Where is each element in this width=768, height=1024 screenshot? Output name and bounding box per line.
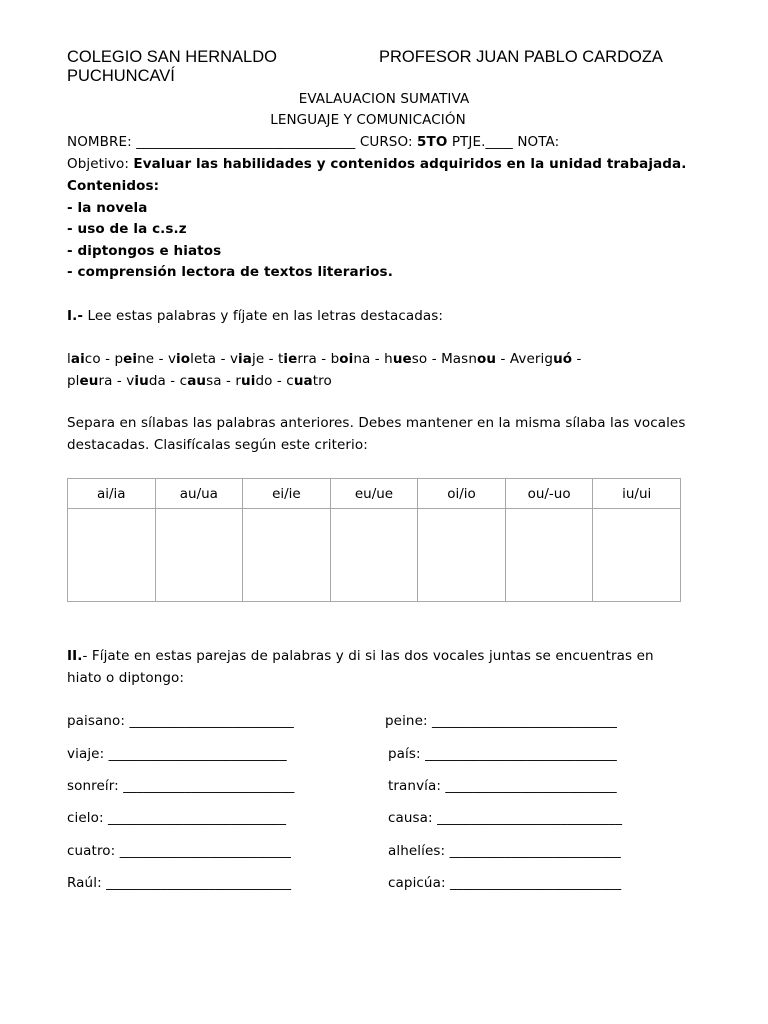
word-part: v: [229, 351, 239, 367]
table-answer-cell[interactable]: [330, 509, 418, 602]
highlighted-word: [230, 351, 264, 367]
section-1-paragraph-line-2: destacadas. Clasifícalas según este criterio:: [67, 437, 368, 453]
pair-left-item: cielo: __________________________: [67, 810, 287, 826]
word-part: c: [286, 373, 294, 389]
contents-item: - comprensión lectora de textos literarios.: [67, 264, 393, 280]
section-2-instruction-line-1: [67, 648, 654, 664]
word-separator: -: [216, 351, 230, 367]
pair-left-item: Raúl: ___________________________: [67, 875, 292, 891]
word-part: Averig: [509, 351, 554, 367]
curso-label: CURSO:: [359, 134, 413, 150]
highlighted-word: [67, 373, 113, 389]
document-title: EVALAUACION SUMATIVA: [298, 91, 470, 107]
teacher-name: PROFESOR JUAN PABLO CARDOZA: [379, 48, 663, 66]
table-answer-row: [68, 509, 681, 602]
highlighted-word: [278, 351, 317, 367]
highlighted-vowels: uó: [553, 351, 573, 367]
word-separator: -: [264, 351, 278, 367]
highlighted-vowels: ei: [123, 351, 138, 367]
word-separator: -: [154, 351, 168, 367]
pair-right-item: alhelíes: _________________________: [388, 843, 621, 859]
objective-line: [67, 156, 686, 172]
word-part: l: [67, 351, 71, 367]
table-header-cell: ei/ie: [243, 479, 331, 509]
highlighted-word: [331, 351, 371, 367]
word-part: na: [353, 351, 371, 367]
pair-left-item: sonreír: _________________________: [67, 778, 295, 794]
section-2-instruction: - Fíjate en estas parejas de palabras y di si las dos vocales juntas se encuentras en: [82, 648, 654, 664]
town-name: PUCHUNCAVÍ: [67, 67, 175, 85]
word-part: so: [411, 351, 428, 367]
word-separator: -: [165, 373, 180, 389]
objective-label: Objetivo:: [67, 156, 129, 172]
highlighted-vowels: ou: [476, 351, 497, 367]
objective-text: Evaluar las habilidades y contenidos adquiridos en la unidad trabajada.: [133, 156, 687, 172]
word-separator: -: [272, 373, 287, 389]
word-part: b: [330, 351, 340, 367]
highlighted-word: [441, 351, 496, 367]
word-part: do: [255, 373, 273, 389]
word-part: r: [235, 373, 242, 389]
ptje-label: PTJE.____: [451, 134, 513, 150]
table-header-cell: au/ua: [155, 479, 243, 509]
table-answer-cell[interactable]: [68, 509, 156, 602]
highlighted-vowels: au: [187, 373, 207, 389]
curso-value: 5TO: [417, 134, 448, 150]
pair-right-item: país: ____________________________: [388, 746, 617, 762]
highlighted-vowels: oi: [339, 351, 354, 367]
word-part: rra: [297, 351, 317, 367]
pair-right-item: capicúa: _________________________: [388, 875, 622, 891]
vowel-classification-table: [67, 478, 681, 602]
word-separator: -: [496, 351, 510, 367]
word-part: ne: [137, 351, 155, 367]
table-answer-cell[interactable]: [155, 509, 243, 602]
pair-left-item: viaje: __________________________: [67, 746, 287, 762]
table-answer-cell[interactable]: [505, 509, 593, 602]
word-part: tro: [312, 373, 332, 389]
word-part: c: [179, 373, 188, 389]
section-2-instruction-line-2: hiato o diptongo:: [67, 670, 185, 686]
table-answer-cell[interactable]: [593, 509, 681, 602]
highlighted-word: [126, 373, 166, 389]
table-header-row: [68, 479, 681, 509]
nombre-blank: ________________________________: [136, 134, 356, 150]
word-part: p: [114, 351, 124, 367]
highlighted-word: [168, 351, 216, 367]
contents-label: Contenidos:: [67, 178, 160, 194]
pair-right-item: tranvía: _________________________: [388, 778, 617, 794]
highlighted-vowels: ai: [70, 351, 85, 367]
contents-item: - la novela: [67, 200, 148, 216]
section-1-number: I.-: [67, 308, 84, 324]
section-2-number: II.: [67, 648, 83, 664]
word-separator: -: [572, 351, 582, 367]
highlighted-vowels: ie: [283, 351, 298, 367]
section-1-paragraph-line-1: Separa en sílabas las palabras anteriores. Debes mantener en la misma sílaba las vocales: [67, 415, 686, 431]
highlighted-vowels: ue: [392, 351, 412, 367]
word-part: ra: [98, 373, 113, 389]
table-header-cell: ai/ia: [68, 479, 156, 509]
contents-item: - uso de la c.s.z: [67, 221, 187, 237]
highlighted-vowels: ui: [241, 373, 256, 389]
document-subject: LENGUAJE Y COMUNICACIÓN: [270, 112, 466, 128]
highlighted-vowels: iu: [134, 373, 149, 389]
highlighted-words-line-1: [67, 351, 582, 367]
contents-item: - diptongos e hiatos: [67, 243, 222, 259]
word-separator: -: [370, 351, 385, 367]
word-part: Masn: [441, 351, 477, 367]
highlighted-vowels: eu: [79, 373, 99, 389]
highlighted-word: [286, 373, 332, 389]
word-part: co: [84, 351, 101, 367]
word-separator: -: [112, 373, 127, 389]
table-header-cell: eu/ue: [330, 479, 418, 509]
word-part: leta: [190, 351, 217, 367]
highlighted-word: [67, 351, 101, 367]
nombre-label: NOMBRE:: [67, 134, 132, 150]
student-info-line: [67, 134, 559, 150]
table-header-cell: oi/io: [418, 479, 506, 509]
table-header-cell: iu/ui: [593, 479, 681, 509]
word-part: v: [126, 373, 135, 389]
school-name: COLEGIO SAN HERNALDO: [67, 48, 277, 66]
highlighted-vowels: ia: [238, 351, 252, 367]
word-part: v: [167, 351, 177, 367]
table-answer-cell[interactable]: [418, 509, 506, 602]
section-1-instruction: Lee estas palabras y fíjate en las letras destacadas:: [87, 308, 444, 324]
word-part: sa: [206, 373, 222, 389]
highlighted-word: [384, 351, 427, 367]
highlighted-word: [235, 373, 272, 389]
pair-left-item: paisano: ________________________: [67, 713, 294, 729]
pair-right-item: causa: ___________________________: [388, 810, 623, 826]
table-answer-cell[interactable]: [243, 509, 331, 602]
word-part: je: [251, 351, 265, 367]
highlighted-words-line-2: [67, 373, 332, 389]
table-header-cell: ou/-uo: [505, 479, 593, 509]
highlighted-vowels: io: [176, 351, 191, 367]
pair-right-item: peine: ___________________________: [385, 713, 617, 729]
word-separator: -: [316, 351, 331, 367]
highlighted-word: [510, 351, 572, 367]
word-part: t: [278, 351, 284, 367]
nota-label: NOTA:: [517, 134, 560, 150]
section-1-instruction-line: [67, 308, 443, 324]
word-part: pl: [67, 373, 80, 389]
word-part: h: [384, 351, 393, 367]
highlighted-word: [114, 351, 154, 367]
word-separator: -: [221, 373, 236, 389]
pair-left-item: cuatro: _________________________: [67, 843, 291, 859]
word-separator: -: [427, 351, 442, 367]
highlighted-word: [180, 373, 222, 389]
highlighted-vowels: ua: [293, 373, 313, 389]
word-separator: -: [100, 351, 115, 367]
word-part: da: [148, 373, 166, 389]
